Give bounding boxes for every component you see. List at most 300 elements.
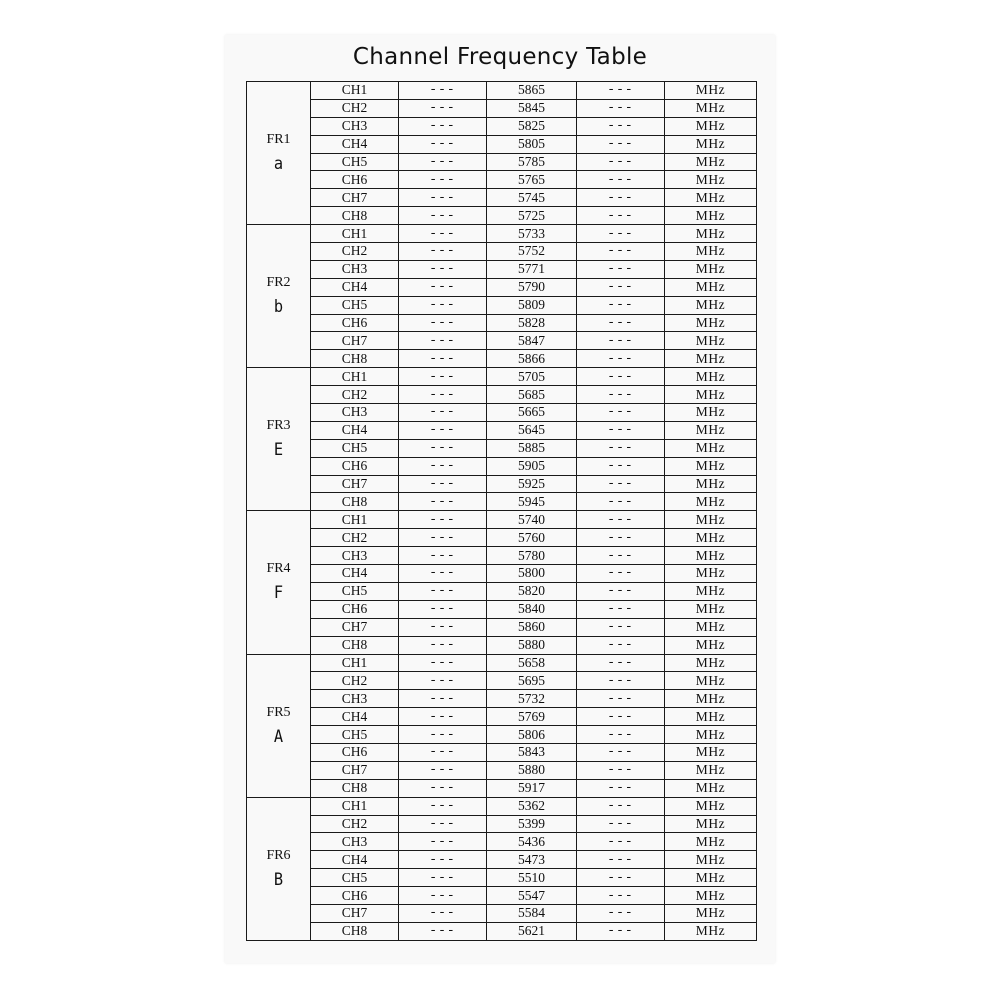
table-row [247, 672, 757, 690]
unit-cell: MHz [665, 99, 757, 117]
table-row [247, 225, 757, 243]
frequency-cell: 5685 [487, 386, 577, 404]
placeholder-cell: --- [399, 726, 487, 744]
table-row [247, 761, 757, 779]
frequency-cell: 5760 [487, 529, 577, 547]
table-row [247, 260, 757, 278]
table-row [247, 404, 757, 422]
placeholder-cell: --- [399, 260, 487, 278]
unit-cell: MHz [665, 350, 757, 368]
channel-cell: CH6 [311, 314, 399, 332]
frequency-cell: 5645 [487, 421, 577, 439]
table-row [247, 207, 757, 225]
placeholder-cell: --- [577, 547, 665, 565]
frequency-cell: 5880 [487, 761, 577, 779]
channel-cell: CH3 [311, 833, 399, 851]
channel-cell: CH1 [311, 368, 399, 386]
channel-cell: CH1 [311, 82, 399, 100]
placeholder-cell: --- [399, 243, 487, 261]
table-row [247, 565, 757, 583]
unit-cell: MHz [665, 243, 757, 261]
frequency-cell: 5584 [487, 904, 577, 922]
unit-cell: MHz [665, 225, 757, 243]
channel-cell: CH2 [311, 386, 399, 404]
channel-cell: CH7 [311, 475, 399, 493]
placeholder-cell: --- [399, 815, 487, 833]
table-row [247, 153, 757, 171]
unit-cell: MHz [665, 726, 757, 744]
table-row [247, 457, 757, 475]
unit-cell: MHz [665, 922, 757, 940]
frequency-table [246, 81, 757, 941]
channel-cell: CH6 [311, 743, 399, 761]
group-name: FR6 [266, 847, 291, 863]
frequency-cell: 5399 [487, 815, 577, 833]
placeholder-cell: --- [399, 672, 487, 690]
channel-cell: CH2 [311, 529, 399, 547]
unit-cell: MHz [665, 618, 757, 636]
frequency-cell: 5885 [487, 439, 577, 457]
placeholder-cell: --- [577, 851, 665, 869]
unit-cell: MHz [665, 511, 757, 529]
frequency-cell: 5790 [487, 278, 577, 296]
unit-cell: MHz [665, 869, 757, 887]
placeholder-cell: --- [399, 421, 487, 439]
placeholder-cell: --- [399, 565, 487, 583]
placeholder-cell: --- [399, 708, 487, 726]
unit-cell: MHz [665, 672, 757, 690]
frequency-cell: 5769 [487, 708, 577, 726]
table-row [247, 654, 757, 672]
table-row [247, 618, 757, 636]
placeholder-cell: --- [577, 225, 665, 243]
placeholder-cell: --- [577, 779, 665, 797]
placeholder-cell: --- [399, 135, 487, 153]
unit-cell: MHz [665, 278, 757, 296]
table-row [247, 368, 757, 386]
frequency-cell: 5805 [487, 135, 577, 153]
unit-cell: MHz [665, 690, 757, 708]
channel-cell: CH8 [311, 779, 399, 797]
placeholder-cell: --- [577, 922, 665, 940]
channel-cell: CH5 [311, 296, 399, 314]
unit-cell: MHz [665, 815, 757, 833]
placeholder-cell: --- [399, 475, 487, 493]
channel-cell: CH7 [311, 904, 399, 922]
table-row [247, 529, 757, 547]
unit-cell: MHz [665, 296, 757, 314]
table-row [247, 690, 757, 708]
placeholder-cell: --- [577, 708, 665, 726]
placeholder-cell: --- [577, 439, 665, 457]
placeholder-cell: --- [399, 225, 487, 243]
table-row [247, 851, 757, 869]
group-cell [247, 654, 311, 797]
frequency-cell: 5547 [487, 887, 577, 905]
unit-cell: MHz [665, 833, 757, 851]
placeholder-cell: --- [577, 511, 665, 529]
frequency-cell: 5945 [487, 493, 577, 511]
unit-cell: MHz [665, 761, 757, 779]
channel-cell: CH5 [311, 153, 399, 171]
frequency-cell: 5809 [487, 296, 577, 314]
placeholder-cell: --- [577, 314, 665, 332]
unit-cell: MHz [665, 82, 757, 100]
unit-cell: MHz [665, 135, 757, 153]
frequency-cell: 5705 [487, 368, 577, 386]
table-row [247, 171, 757, 189]
placeholder-cell: --- [577, 493, 665, 511]
frequency-cell: 5905 [487, 457, 577, 475]
placeholder-cell: --- [577, 99, 665, 117]
frequency-cell: 5866 [487, 350, 577, 368]
placeholder-cell: --- [399, 529, 487, 547]
unit-cell: MHz [665, 779, 757, 797]
placeholder-cell: --- [399, 314, 487, 332]
channel-cell: CH4 [311, 421, 399, 439]
table-row [247, 797, 757, 815]
group-name: FR4 [266, 561, 291, 577]
unit-cell: MHz [665, 475, 757, 493]
unit-cell: MHz [665, 117, 757, 135]
placeholder-cell: --- [399, 797, 487, 815]
channel-cell: CH2 [311, 99, 399, 117]
frequency-cell: 5820 [487, 582, 577, 600]
channel-cell: CH4 [311, 565, 399, 583]
table-row [247, 922, 757, 940]
band-letter: a [273, 154, 284, 175]
placeholder-cell: --- [399, 904, 487, 922]
placeholder-cell: --- [577, 189, 665, 207]
frequency-cell: 5658 [487, 654, 577, 672]
placeholder-cell: --- [577, 296, 665, 314]
frequency-cell: 5843 [487, 743, 577, 761]
placeholder-cell: --- [577, 815, 665, 833]
frequency-cell: 5621 [487, 922, 577, 940]
frequency-cell: 5732 [487, 690, 577, 708]
channel-cell: CH8 [311, 207, 399, 225]
frequency-table-body [247, 82, 757, 941]
channel-cell: CH6 [311, 457, 399, 475]
placeholder-cell: --- [577, 565, 665, 583]
placeholder-cell: --- [577, 421, 665, 439]
table-row [247, 582, 757, 600]
frequency-cell: 5665 [487, 404, 577, 422]
placeholder-cell: --- [577, 135, 665, 153]
unit-cell: MHz [665, 457, 757, 475]
band-letter: b [273, 297, 284, 318]
frequency-cell: 5473 [487, 851, 577, 869]
channel-cell: CH1 [311, 225, 399, 243]
frequency-cell: 5828 [487, 314, 577, 332]
channel-cell: CH8 [311, 493, 399, 511]
table-row [247, 332, 757, 350]
frequency-cell: 5845 [487, 99, 577, 117]
placeholder-cell: --- [399, 439, 487, 457]
placeholder-cell: --- [399, 171, 487, 189]
unit-cell: MHz [665, 439, 757, 457]
group-name: FR5 [266, 704, 291, 720]
placeholder-cell: --- [399, 869, 487, 887]
table-row [247, 117, 757, 135]
unit-cell: MHz [665, 547, 757, 565]
placeholder-cell: --- [399, 332, 487, 350]
table-row [247, 547, 757, 565]
placeholder-cell: --- [399, 386, 487, 404]
placeholder-cell: --- [577, 350, 665, 368]
table-row [247, 350, 757, 368]
placeholder-cell: --- [399, 350, 487, 368]
channel-cell: CH7 [311, 761, 399, 779]
unit-cell: MHz [665, 386, 757, 404]
unit-cell: MHz [665, 904, 757, 922]
placeholder-cell: --- [577, 600, 665, 618]
placeholder-cell: --- [577, 869, 665, 887]
unit-cell: MHz [665, 171, 757, 189]
channel-cell: CH3 [311, 260, 399, 278]
group-cell [247, 511, 311, 654]
placeholder-cell: --- [399, 547, 487, 565]
placeholder-cell: --- [577, 887, 665, 905]
table-row [247, 82, 757, 100]
group-cell [247, 225, 311, 368]
unit-cell: MHz [665, 368, 757, 386]
table-row [247, 511, 757, 529]
channel-cell: CH4 [311, 708, 399, 726]
table-row [247, 708, 757, 726]
placeholder-cell: --- [399, 887, 487, 905]
table-row [247, 475, 757, 493]
unit-cell: MHz [665, 493, 757, 511]
channel-cell: CH6 [311, 171, 399, 189]
frequency-cell: 5917 [487, 779, 577, 797]
placeholder-cell: --- [399, 404, 487, 422]
placeholder-cell: --- [577, 743, 665, 761]
placeholder-cell: --- [577, 368, 665, 386]
placeholder-cell: --- [577, 153, 665, 171]
placeholder-cell: --- [399, 493, 487, 511]
placeholder-cell: --- [399, 922, 487, 940]
frequency-cell: 5880 [487, 636, 577, 654]
frequency-cell: 5800 [487, 565, 577, 583]
placeholder-cell: --- [399, 278, 487, 296]
unit-cell: MHz [665, 582, 757, 600]
placeholder-cell: --- [399, 743, 487, 761]
table-row [247, 600, 757, 618]
placeholder-cell: --- [399, 761, 487, 779]
channel-cell: CH7 [311, 618, 399, 636]
placeholder-cell: --- [577, 797, 665, 815]
group-cell [247, 82, 311, 225]
placeholder-cell: --- [577, 761, 665, 779]
frequency-cell: 5780 [487, 547, 577, 565]
frequency-cell: 5733 [487, 225, 577, 243]
placeholder-cell: --- [399, 636, 487, 654]
group-cell [247, 368, 311, 511]
placeholder-cell: --- [577, 475, 665, 493]
unit-cell: MHz [665, 529, 757, 547]
band-letter: F [273, 583, 284, 604]
placeholder-cell: --- [399, 654, 487, 672]
unit-cell: MHz [665, 565, 757, 583]
unit-cell: MHz [665, 404, 757, 422]
table-row [247, 189, 757, 207]
placeholder-cell: --- [577, 457, 665, 475]
unit-cell: MHz [665, 851, 757, 869]
channel-cell: CH4 [311, 851, 399, 869]
table-row [247, 278, 757, 296]
table-row [247, 421, 757, 439]
placeholder-cell: --- [577, 618, 665, 636]
placeholder-cell: --- [577, 726, 665, 744]
placeholder-cell: --- [399, 457, 487, 475]
frequency-cell: 5510 [487, 869, 577, 887]
unit-cell: MHz [665, 600, 757, 618]
channel-cell: CH4 [311, 278, 399, 296]
unit-cell: MHz [665, 153, 757, 171]
channel-cell: CH4 [311, 135, 399, 153]
channel-cell: CH3 [311, 690, 399, 708]
frequency-cell: 5740 [487, 511, 577, 529]
frequency-cell: 5806 [487, 726, 577, 744]
group-name: FR2 [266, 275, 291, 291]
frequency-cell: 5825 [487, 117, 577, 135]
placeholder-cell: --- [399, 99, 487, 117]
group-name: FR1 [266, 132, 291, 148]
placeholder-cell: --- [577, 243, 665, 261]
channel-cell: CH2 [311, 243, 399, 261]
frequency-cell: 5840 [487, 600, 577, 618]
frequency-cell: 5752 [487, 243, 577, 261]
placeholder-cell: --- [399, 779, 487, 797]
table-row [247, 904, 757, 922]
band-letter: B [273, 869, 284, 890]
table-row [247, 726, 757, 744]
table-row [247, 815, 757, 833]
table-row [247, 493, 757, 511]
channel-cell: CH1 [311, 511, 399, 529]
band-letter: A [273, 726, 284, 747]
channel-cell: CH5 [311, 869, 399, 887]
placeholder-cell: --- [399, 117, 487, 135]
channel-cell: CH3 [311, 547, 399, 565]
placeholder-cell: --- [399, 153, 487, 171]
placeholder-cell: --- [399, 600, 487, 618]
channel-cell: CH5 [311, 726, 399, 744]
channel-cell: CH3 [311, 404, 399, 422]
frequency-cell: 5725 [487, 207, 577, 225]
placeholder-cell: --- [577, 117, 665, 135]
channel-cell: CH7 [311, 189, 399, 207]
table-row [247, 314, 757, 332]
frequency-cell: 5925 [487, 475, 577, 493]
frequency-cell: 5765 [487, 171, 577, 189]
table-row [247, 779, 757, 797]
placeholder-cell: --- [577, 529, 665, 547]
group-name: FR3 [266, 418, 291, 434]
frequency-cell: 5865 [487, 82, 577, 100]
unit-cell: MHz [665, 887, 757, 905]
table-row [247, 887, 757, 905]
channel-cell: CH3 [311, 117, 399, 135]
table-row [247, 135, 757, 153]
unit-cell: MHz [665, 421, 757, 439]
table-row [247, 636, 757, 654]
channel-cell: CH7 [311, 332, 399, 350]
placeholder-cell: --- [577, 833, 665, 851]
placeholder-cell: --- [577, 207, 665, 225]
placeholder-cell: --- [577, 672, 665, 690]
placeholder-cell: --- [577, 582, 665, 600]
unit-cell: MHz [665, 743, 757, 761]
channel-cell: CH1 [311, 797, 399, 815]
unit-cell: MHz [665, 260, 757, 278]
frequency-cell: 5771 [487, 260, 577, 278]
band-letter: E [273, 440, 284, 461]
frequency-cell: 5362 [487, 797, 577, 815]
placeholder-cell: --- [399, 82, 487, 100]
placeholder-cell: --- [399, 690, 487, 708]
channel-cell: CH8 [311, 922, 399, 940]
table-row [247, 243, 757, 261]
placeholder-cell: --- [399, 582, 487, 600]
frequency-cell: 5695 [487, 672, 577, 690]
unit-cell: MHz [665, 332, 757, 350]
unit-cell: MHz [665, 207, 757, 225]
table-row [247, 743, 757, 761]
frequency-cell: 5436 [487, 833, 577, 851]
channel-cell: CH6 [311, 600, 399, 618]
table-row [247, 296, 757, 314]
channel-cell: CH8 [311, 636, 399, 654]
table-row [247, 833, 757, 851]
table-row [247, 439, 757, 457]
placeholder-cell: --- [577, 904, 665, 922]
placeholder-cell: --- [399, 189, 487, 207]
channel-cell: CH2 [311, 672, 399, 690]
unit-cell: MHz [665, 636, 757, 654]
channel-cell: CH6 [311, 887, 399, 905]
placeholder-cell: --- [577, 386, 665, 404]
placeholder-cell: --- [399, 511, 487, 529]
table-row [247, 869, 757, 887]
table-row [247, 386, 757, 404]
placeholder-cell: --- [577, 332, 665, 350]
unit-cell: MHz [665, 797, 757, 815]
frequency-cell: 5745 [487, 189, 577, 207]
placeholder-cell: --- [399, 207, 487, 225]
placeholder-cell: --- [399, 833, 487, 851]
unit-cell: MHz [665, 708, 757, 726]
frequency-cell: 5785 [487, 153, 577, 171]
channel-cell: CH5 [311, 582, 399, 600]
channel-cell: CH2 [311, 815, 399, 833]
channel-cell: CH8 [311, 350, 399, 368]
frequency-cell: 5847 [487, 332, 577, 350]
unit-cell: MHz [665, 314, 757, 332]
placeholder-cell: --- [577, 171, 665, 189]
channel-cell: CH5 [311, 439, 399, 457]
placeholder-cell: --- [577, 636, 665, 654]
placeholder-cell: --- [399, 368, 487, 386]
placeholder-cell: --- [399, 296, 487, 314]
unit-cell: MHz [665, 654, 757, 672]
placeholder-cell: --- [577, 260, 665, 278]
group-cell [247, 797, 311, 940]
placeholder-cell: --- [577, 82, 665, 100]
channel-cell: CH1 [311, 654, 399, 672]
placeholder-cell: --- [577, 690, 665, 708]
